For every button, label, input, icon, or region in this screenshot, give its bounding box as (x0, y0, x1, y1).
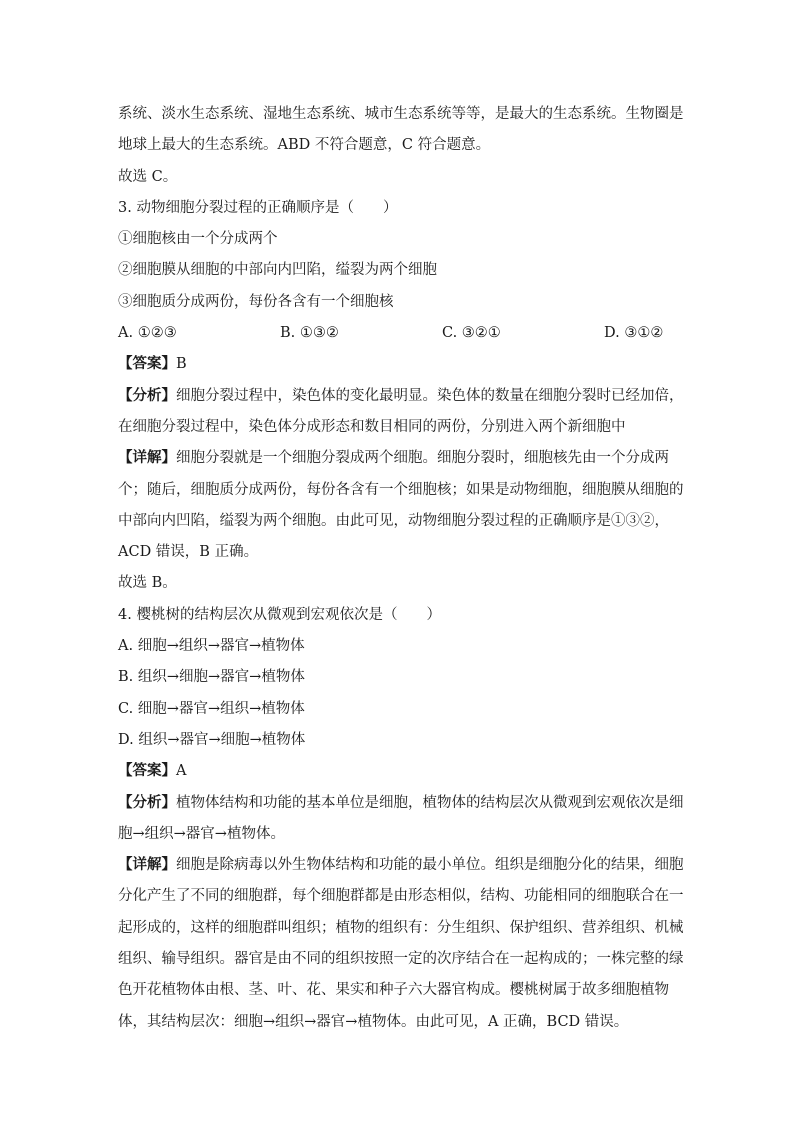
answer-value: B (176, 356, 187, 373)
text-line: 个；随后，细胞质分成两份，每份各含有一个细胞核；如果是动物细胞，细胞膜从细胞的 (118, 481, 684, 498)
text-line: 分化产生了不同的细胞群，每个细胞群都是由形态相似，结构、功能相同的细胞联合在一 (118, 888, 684, 905)
q3-item-3: ③细胞质分成两份，每份各含有一个细胞核 (118, 293, 394, 310)
text-line: 起形成的，这样的细胞群叫组织；植物的组织有：分生组织、保护组织、营养组织、机械 (118, 919, 684, 936)
question-4-title: 4. 樱桃树的结构层次从微观到宏观依次是（ ） (118, 606, 441, 623)
text-line: 中部向内凹陷，缢裂为两个细胞。由此可见，动物细胞分裂过程的正确顺序是①③②， (118, 512, 669, 529)
analysis-tag: 【分析】 (118, 794, 176, 811)
q4-option-b: B. 组织→细胞→器官→植物体 (118, 669, 305, 686)
analysis-text: 细胞分裂过程中，染色体的变化最明显。染色体的数量在细胞分裂时已经加倍， (176, 387, 684, 404)
page-content (118, 99, 684, 1038)
detail-text: 细胞分裂就是一个细胞分裂成两个细胞。细胞分裂时，细胞核先由一个分成两 (176, 450, 669, 467)
q3-option-d: D. ③①② (604, 325, 664, 342)
analysis-text: 植物体结构和功能的基本单位是细胞，植物体的结构层次从微观到宏观依次是细 (176, 794, 684, 811)
answer-tag: 【答案】 (118, 763, 176, 780)
q4-option-d: D. 组织→器官→细胞→植物体 (118, 731, 306, 748)
text-line: 地球上最大的生态系统。ABD 不符合题意，C 符合题意。 (118, 137, 491, 154)
question-3-title: 3. 动物细胞分裂过程的正确顺序是（ ） (118, 199, 398, 216)
q3-option-a: A. ①②③ (118, 325, 177, 342)
conclusion: 故选 C。 (118, 168, 178, 185)
text-line: 胞→组织→器官→植物体。 (118, 825, 285, 842)
q4-analysis (118, 788, 684, 819)
q3-item-1: ①细胞核由一个分成两个 (118, 231, 278, 248)
detail-tag: 【详解】 (118, 450, 176, 467)
detail-tag: 【详解】 (118, 857, 176, 874)
q3-answer (118, 349, 678, 380)
q3-detail (118, 443, 678, 474)
q3-option-b: B. ①③② (280, 325, 339, 342)
answer-value: A (176, 763, 187, 780)
conclusion: 故选 B。 (118, 575, 177, 592)
q3-analysis (118, 381, 684, 412)
q3-option-c: C. ③②① (442, 325, 501, 342)
q4-answer (118, 756, 678, 787)
text-line: ACD 错误，B 正确。 (118, 544, 259, 561)
answer-tag: 【答案】 (118, 356, 176, 373)
analysis-tag: 【分析】 (118, 387, 176, 404)
q4-option-a: A. 细胞→组织→器官→植物体 (118, 638, 305, 655)
text-line: 体，其结构层次：细胞→组织→器官→植物体。由此可见，A 正确，BCD 错误。 (118, 1013, 629, 1030)
detail-text: 细胞是除病毒以外生物体结构和功能的最小单位。组织是细胞分化的结果，细胞 (176, 857, 684, 874)
text-line: 色开花植物体由根、茎、叶、花、果实和种子六大器官构成。樱桃树属于故多细胞植物 (118, 982, 669, 999)
q4-detail (118, 850, 684, 881)
text-line: 在细胞分裂过程中，染色体分成形态和数目相同的两份，分别进入两个新细胞中 (118, 418, 626, 435)
q4-option-c: C. 细胞→器官→组织→植物体 (118, 700, 305, 717)
q3-item-2: ②细胞膜从细胞的中部向内凹陷，缢裂为两个细胞 (118, 262, 437, 279)
q3-options (118, 318, 678, 349)
text-line: 组织、输导组织。器官是由不同的组织按照一定的次序结合在一起构成的；一株完整的绿 (118, 951, 684, 968)
text-line: 系统、淡水生态系统、湿地生态系统、城市生态系统等等，是最大的生态系统。生物圈是 (118, 106, 684, 122)
